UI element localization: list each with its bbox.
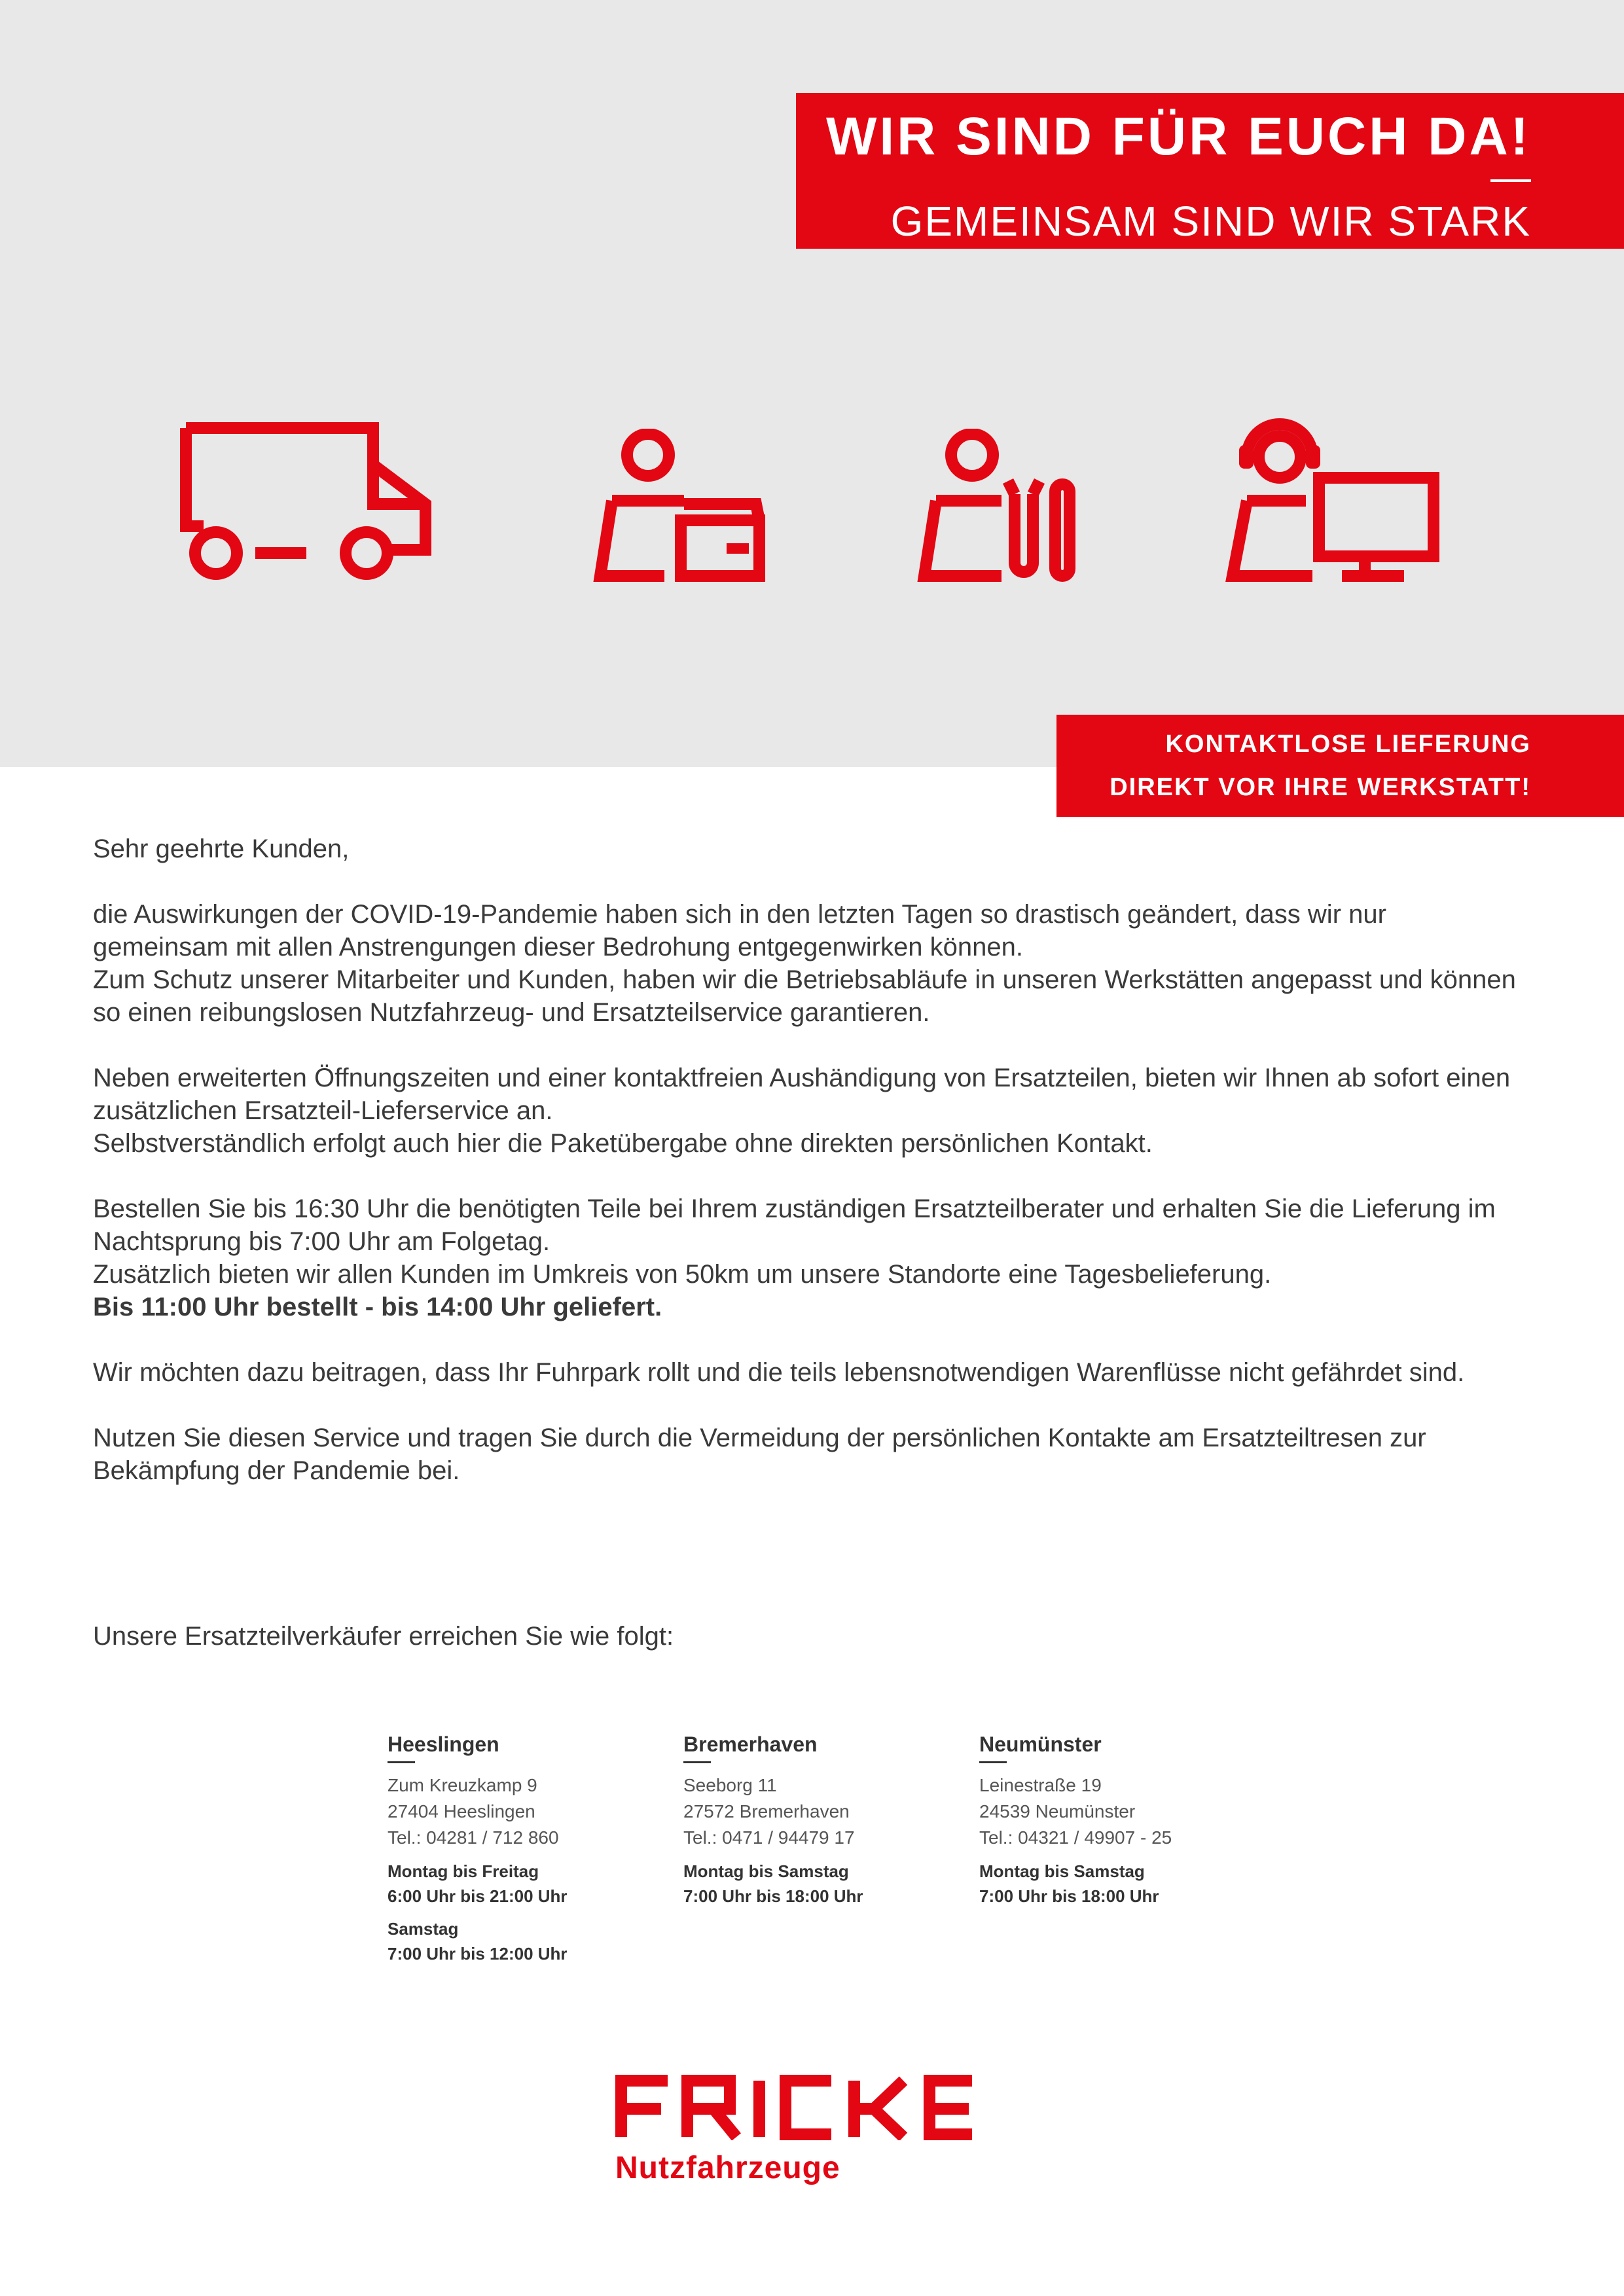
hours-label: Montag bis Freitag [388,1861,539,1881]
branch-hours [388,1859,662,1909]
hours-label: Montag bis Samstag [683,1861,849,1881]
hero-divider [1490,179,1531,182]
contactless-delivery-banner [1056,715,1624,817]
divider [683,1761,711,1763]
hero-title: WIR SIND FÜR EUCH DA! [825,107,1531,166]
person-with-headset-computer-icon [1221,406,1443,589]
person-with-package-icon [592,429,769,586]
branch-name: Neumünster [979,1732,1102,1756]
branch-hours [683,1859,958,1909]
branch-bremerhaven [683,1731,958,1909]
branch-street: Seeborg 11 [683,1775,777,1795]
divider [979,1761,1007,1763]
paragraph: Wir möchten dazu beitragen, dass Ihr Fuhrpark rollt und die teils lebensnotwendigen Warenflüsse nicht gefährdet sind. [93,1358,1465,1387]
branch-tel: Tel.: 0471 / 94479 17 [683,1827,855,1848]
hours-time: 7:00 Uhr bis 18:00 Uhr [979,1886,1159,1906]
person-with-tools-icon [916,429,1093,586]
branch-street: Leinestraße 19 [979,1775,1102,1795]
contact-line-1: KONTAKTLOSE LIEFERUNG [1165,730,1531,758]
branch-tel: Tel.: 04321 / 49907 - 25 [979,1827,1172,1848]
salutation: Sehr geehrte Kunden, [93,834,350,863]
paragraph: Selbstverständlich erfolgt auch hier die Paketübergabe ohne direkten persönlichen Kontakt. [93,1129,1153,1158]
reach-text: Unsere Ersatzteilverkäufer erreichen Sie wie folgt: [93,1622,674,1651]
fricke-wordmark [615,2075,1008,2140]
branch-name: Bremerhaven [683,1732,818,1756]
branch-heeslingen [388,1731,662,1966]
branch-name: Heeslingen [388,1732,499,1756]
hours-time: 7:00 Uhr bis 12:00 Uhr [388,1944,568,1964]
hours-label: Montag bis Samstag [979,1861,1145,1881]
delivery-highlight: Bis 11:00 Uhr bestellt - bis 14:00 Uhr geliefert. [93,1293,662,1321]
branch-tel: Tel.: 04281 / 712 860 [388,1827,559,1848]
hours-label: Samstag [388,1919,459,1939]
letter-body [93,833,1520,1520]
branch-hours [979,1859,1254,1909]
hours-time: 7:00 Uhr bis 18:00 Uhr [683,1886,863,1906]
paragraph: Neben erweiterten Öffnungszeiten und einer kontaktfreien Aushändigung von Ersatzteilen, bieten wir Ihnen ab sofort einen zusätzlichen Ersatzteil-Lieferservice an. [93,1064,1511,1125]
branch-neumuenster [979,1731,1254,1909]
paragraph: die Auswirkungen der COVID-19-Pandemie haben sich in den letzten Tagen so drastisch geändert, dass wir nur gemeinsam mit allen Anstrengungen dieser Bedrohung entgegenwirken können. [93,900,1386,961]
fricke-logo [615,2075,1021,2186]
branch-street: Zum Kreuzkamp 9 [388,1775,537,1795]
paragraph: Nutzen Sie diesen Service und tragen Sie durch die Vermeidung der persönlichen Kontakte am Ersatzteiltresen zur Bekämpfung der Pandemie bei. [93,1424,1426,1485]
logo-subtitle: Nutzfahrzeuge [615,2151,840,2185]
divider [388,1761,415,1763]
branch-city: 27404 Heeslingen [388,1801,535,1821]
hero-banner [796,93,1624,249]
paragraph: Zum Schutz unserer Mitarbeiter und Kunden, haben wir die Betriebsabläufe in unseren Werkstätten angepasst und können so einen reibungslosen Nutzfahrzeug- und Ersatzteilservice garantieren. [93,965,1516,1027]
branch-city: 27572 Bremerhaven [683,1801,850,1821]
branch-city: 24539 Neumünster [979,1801,1136,1821]
contact-line-2: DIREKT VOR IHRE WERKSTATT! [1110,774,1531,801]
truck-icon [177,419,439,589]
paragraph: Bestellen Sie bis 16:30 Uhr die benötigten Teile bei Ihrem zuständigen Ersatzteilberater und erhalten Sie die Lieferung im Nachtsprung bis 7:00 Uhr am Folgetag. [93,1194,1496,1256]
branch-hours-saturday [388,1916,662,1966]
hours-time: 6:00 Uhr bis 21:00 Uhr [388,1886,568,1906]
paragraph: Zusätzlich bieten wir allen Kunden im Umkreis von 50km um unsere Standorte eine Tagesbelieferung. [93,1260,1272,1289]
hero-subtitle: GEMEINSAM SIND WIR STARK [890,198,1531,245]
